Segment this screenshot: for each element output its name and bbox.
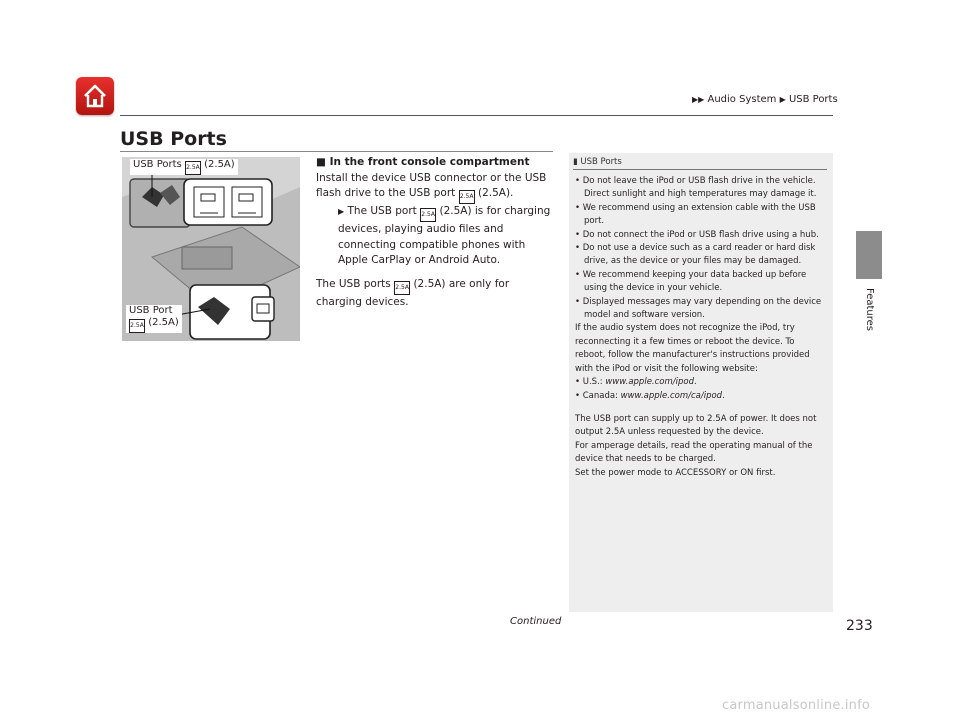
power-paragraph: The USB port can supply up to 2.5A of power. It does not output 2.5A unless requested by the device. xyxy=(575,413,817,438)
breadcrumb xyxy=(692,94,838,105)
note-marker-icon: ▮ xyxy=(573,157,578,167)
section-tab-label: Features xyxy=(864,288,875,331)
breadcrumb-item-audio-system[interactable]: Audio System xyxy=(707,94,777,105)
page-number: 233 xyxy=(846,618,873,634)
usb-port-icon: 2.5A xyxy=(459,190,475,204)
header-divider xyxy=(120,115,833,116)
usb-port-note: ▶ The USB port 2.5A (2.5A) is for charging devices, playing audio files and connecting compatible phones with Apple CarPlay or Android Auto. xyxy=(338,205,551,266)
watermark: carmanualsonline.info xyxy=(722,698,871,713)
note-arrow-icon: ▶ xyxy=(338,207,345,216)
power-mode-paragraph: Set the power mode to ACCESSORY or ON first. xyxy=(575,467,776,478)
section-tab-label-wrap xyxy=(862,288,876,368)
list-item: • Do not leave the iPod or USB flash drive in the vehicle. Direct sunlight and high temperatures may damage it. xyxy=(575,176,817,200)
amperage-paragraph: For amperage details, read the operating manual of the device that needs to be charged. xyxy=(575,440,813,465)
console-illustration xyxy=(122,157,300,341)
usb-ports-label: USB Ports 2.5A (2.5A) xyxy=(130,159,238,175)
list-item: • We recommend keeping your data backed up before using the device in your vehicle. xyxy=(575,269,807,294)
home-button[interactable] xyxy=(76,77,114,115)
usb-port-icon: 2.5A xyxy=(420,208,436,222)
breadcrumb-item-usb-ports[interactable]: USB Ports xyxy=(788,94,838,105)
page-title: USB Ports xyxy=(120,128,227,150)
list-item: • Do not connect the iPod or USB flash drive using a hub. xyxy=(575,229,819,240)
breadcrumb-separator-icon: ▶ xyxy=(779,95,786,104)
home-icon xyxy=(81,82,109,110)
usb-port-label: USB Port 2.5A (2.5A) xyxy=(126,305,182,333)
usb-charge-icon: 2.5A xyxy=(185,161,201,175)
us-link[interactable]: www.apple.com/ipod xyxy=(605,377,694,388)
reconnect-paragraph: If the audio system does not recognize the iPod, try reconnecting it a few times or reboot the device. To reboot, follow the manufacturer's instructions provided with the iPod or visit the following website: xyxy=(575,323,810,374)
side-note-box xyxy=(569,153,833,612)
continued-label: Continued xyxy=(510,616,562,627)
list-item: • Do not use a device such as a card reader or hard disk drive, as the device or your files may be damaged. xyxy=(575,243,816,267)
usb-port-icon: 2.5A xyxy=(129,319,145,333)
canada-website: • Canada: www.apple.com/ca/ipod. xyxy=(575,390,725,401)
side-note-body xyxy=(575,175,827,480)
charging-paragraph: The USB ports 2.5A (2.5A) are only for charging devices. xyxy=(316,277,510,308)
usb-charge-icon: 2.5A xyxy=(394,281,410,295)
list-item: • We recommend using an extension cable with the USB port. xyxy=(575,202,816,227)
canada-link[interactable]: www.apple.com/ca/ipod xyxy=(620,390,723,401)
section-tab[interactable] xyxy=(856,231,882,279)
side-note-heading: ▮ USB Ports xyxy=(573,157,622,167)
main-content xyxy=(316,155,556,310)
breadcrumb-arrow-icon: ▶▶ xyxy=(692,95,705,104)
subsection-heading: ■ In the front console compartment xyxy=(316,156,530,168)
us-website: • U.S.: www.apple.com/ipod. xyxy=(575,377,697,388)
list-item: • Displayed messages may vary depending on the device model and software version. xyxy=(575,296,822,321)
side-note-divider xyxy=(573,169,827,170)
title-divider xyxy=(120,151,553,152)
install-paragraph: Install the device USB connector or the USB flash drive to the USB port 2.5A (2.5A). xyxy=(316,171,556,205)
